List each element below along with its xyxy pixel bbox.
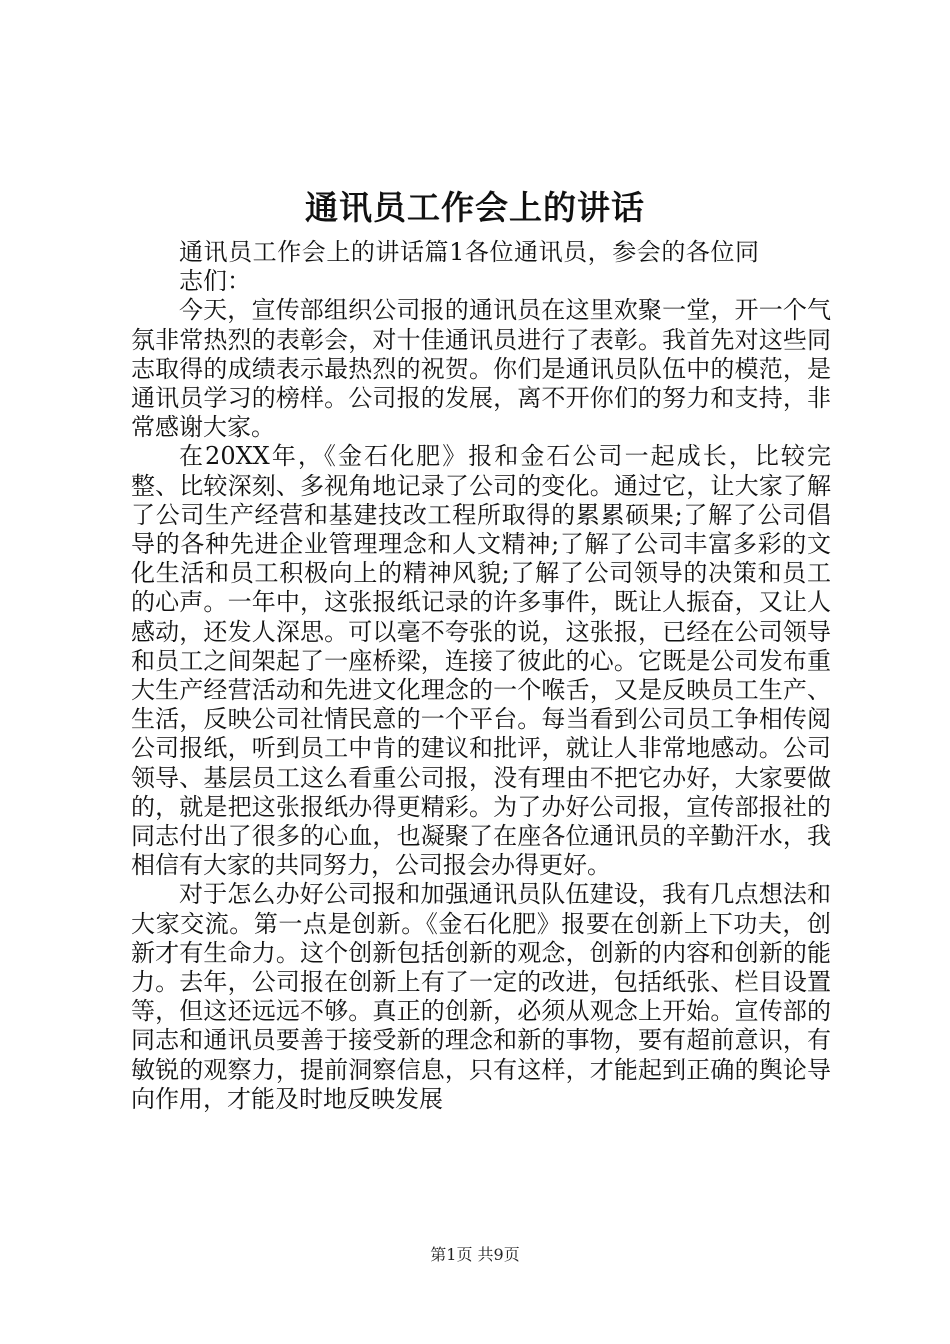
document-title: 通讯员工作会上的讲话 <box>305 188 645 227</box>
body-paragraph-3: 对于怎么办好公司报和加强通讯员队伍建设，我有几点想法和大家交流。第一点是创新。《金石化肥》报要在创新上下功夫，创新才有生命力。这个创新包括创新的观念，创新的内容和创新的能力。去年，公司报在创新上有了一定的改进，包括纸张、栏目设置等，但这还远远不够。真正的创新，必须从观念上开始。宣传部的同志和通讯员要善于接受新的理念和新的事物，要有超前意识，有敏锐的观察力，提前洞察信息，只有这样，才能起到正确的舆论导向作用，才能及时地反映发展 <box>131 880 831 1113</box>
page-number-footer: 第1页 共9页 <box>430 1245 520 1264</box>
body-paragraph-1: 今天，宣传部组织公司报的通讯员在这里欢聚一堂，开一个气氛非常热烈的表彰会，对十佳通讯员进行了表彰。我首先对这些同志取得的成绩表示最热烈的祝贺。你们是通讯员队伍中的模范，是通讯员学习的榜样。公司报的发展，离不开你们的努力和支持，非常感谢大家。 <box>131 296 831 442</box>
document-body <box>131 238 831 1114</box>
intro-paragraph: 通讯员工作会上的讲话篇1各位通讯员，参会的各位同志们： <box>179 238 759 296</box>
body-paragraph-2: 在20XX年，《金石化肥》报和金石公司一起成长，比较完整、比较深刻、多视角地记录了公司的变化。通过它，让大家了解了公司生产经营和基建技改工程所取得的累累硕果;了解了公司倡导的各种先进企业管理理念和人文精神;了解了公司丰富多彩的文化生活和员工积极向上的精神风貌;了解了公司领导的决策和员工的心声。一年中，这张报纸记录的许多事件，既让人振奋，又让人感动，还发人深思。可以毫不夸张的说，这张报，已经在公司领导和员工之间架起了一座桥梁，连接了彼此的心。它既是公司发布重大生产经营活动和先进文化理念的一个喉舌，又是反映员工生产、生活，反映公司社情民意的一个平台。每当看到公司员工争相传阅公司报纸，听到员工中肯的建议和批评，就让人非常地感动。公司领导、基层员工这么看重公司报，没有理由不把它办好，大家要做的，就是把这张报纸办得更精彩。为了办好公司报，宣传部报社的同志付出了很多的心血，也凝聚了在座各位通讯员的辛勤汗水，我相信有大家的共同努力，公司报会办得更好。 <box>131 442 831 880</box>
